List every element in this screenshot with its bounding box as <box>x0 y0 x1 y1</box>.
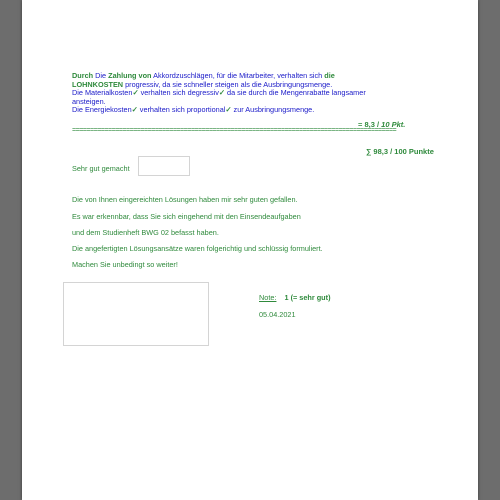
total-score: ∑ 98,3 / 100 Punkte <box>366 147 434 156</box>
grade-value: 1 (= sehr gut) <box>284 293 331 302</box>
points-max: 10 Pkt. <box>381 120 406 129</box>
text-die: Die <box>93 71 109 80</box>
check-mark-icon: ✓ <box>131 105 138 115</box>
paragraph-line-3 <box>72 89 462 98</box>
check-mark-icon: ✓ <box>225 105 232 115</box>
signature-field[interactable] <box>63 282 209 346</box>
points-value: = 8,3 / <box>358 120 382 129</box>
grade-date: 05.04.2021 <box>259 310 296 319</box>
annotation-lohnkosten: LOHNKOSTEN <box>72 79 124 89</box>
text-mengenrabatte: da sie durch die Mengenrabatte langsamer <box>225 88 366 98</box>
separator-line: ========================================================================================== <box>72 127 397 135</box>
text-materialkosten: Die Materialkosten <box>72 88 133 98</box>
paragraph-line-4: ansteigen. <box>72 96 106 106</box>
annotation-die: die <box>324 71 335 80</box>
text-degressiv: verhalten sich degressiv <box>138 88 219 98</box>
text-progressiv: progressiv, da sie schneller steigen als die Ausbringungsmenge. <box>123 79 333 89</box>
grade-line <box>259 293 331 302</box>
check-mark-icon: ✓ <box>132 88 139 98</box>
text-akkord: Akkordzuschlägen, für die Mitarbeiter, verhalten sich <box>151 71 325 80</box>
feedback-line: und dem Studienheft BWG 02 befasst haben. <box>72 228 219 237</box>
paragraph-line-5 <box>72 106 462 115</box>
check-mark-icon: ✓ <box>218 88 225 98</box>
comment-field[interactable] <box>138 156 190 176</box>
text-ausbringungsmenge: zur Ausbringungsmenge. <box>231 105 315 115</box>
grade-label: Note: <box>259 293 277 302</box>
cost-analysis-paragraph <box>72 72 462 115</box>
annotation-zahlung: Zahlung von <box>108 71 152 80</box>
text-energiekosten: Die Energiekosten <box>72 105 132 115</box>
document-page <box>22 0 478 500</box>
feedback-line: Es war erkennbar, dass Sie sich eingehend mit den Einsendeaufgaben <box>72 212 301 221</box>
annotation-durch: Durch <box>72 71 94 80</box>
feedback-line: Die von Ihnen eingereichten Lösungen haben mir sehr guten gefallen. <box>72 195 298 204</box>
feedback-line: Die angefertigten Lösungsansätze waren folgerichtig und schlüssig formuliert. <box>72 244 323 253</box>
comment-label: Sehr gut gemacht <box>72 164 130 173</box>
text-proportional: verhalten sich proportional <box>137 105 226 115</box>
feedback-line: Machen Sie unbedingt so weiter! <box>72 260 178 269</box>
